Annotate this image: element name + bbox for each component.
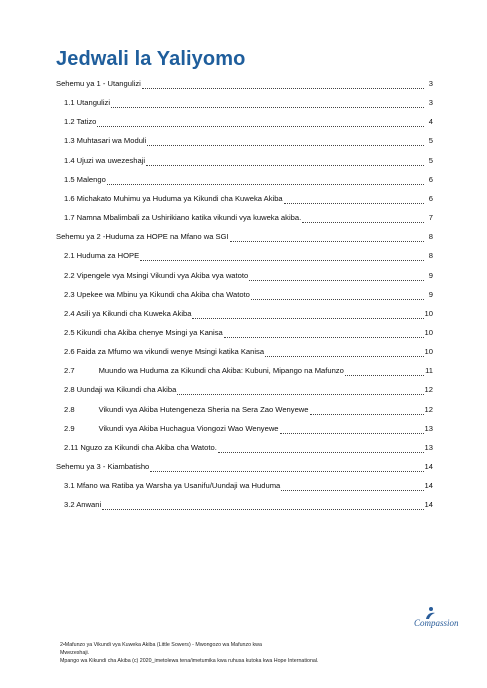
- toc-page-number: 4: [428, 117, 433, 127]
- toc-entry-number: 2.8: [64, 404, 75, 414]
- toc-entry-title: 2.6 Faida za Mfumo wa vikundi wenye Msingi katika Kanisa: [64, 347, 265, 357]
- toc-entry-title: Sehemu ya 2 -Huduma za HOPE na Mfano wa SGI: [56, 232, 229, 242]
- toc-title: Jedwali la Yaliyomo: [56, 48, 246, 70]
- toc-subsection-entry[interactable]: [64, 405, 433, 415]
- toc-dot-leader: [146, 158, 424, 166]
- toc-page-number: 6: [428, 174, 433, 184]
- toc-entry-title: 2.4 Asili ya Kikundi cha Kuweka Akiba: [64, 308, 192, 318]
- toc-dot-leader: [230, 234, 424, 242]
- toc-section-entry[interactable]: [56, 232, 433, 242]
- toc-entry-title: 2.2 Vipengele vya Msingi Vikundi vya Akiba vya watoto: [64, 270, 249, 280]
- toc-entry-title: 2.5 Kikundi cha Akiba chenye Msingi ya Kanisa: [64, 327, 223, 337]
- toc-dot-leader: [218, 445, 424, 453]
- toc-entry-title: Sehemu ya 3 - Kiambatisho: [56, 462, 150, 471]
- toc-subsection-entry[interactable]: [64, 98, 433, 108]
- page-footer: [60, 641, 440, 665]
- toc-dot-leader: [192, 311, 423, 319]
- toc-page-number: 5: [428, 136, 433, 146]
- toc-section-entry[interactable]: [56, 462, 433, 472]
- toc-subsection-entry[interactable]: [64, 385, 433, 395]
- toc-page-number: 14: [424, 462, 433, 471]
- toc-page-number: 10: [424, 327, 433, 337]
- toc-entry-text: Vikundi vya Akiba Hutengeneza Sheria na Sera Zao Wenyewe: [98, 404, 309, 414]
- toc-entry-text: Vikundi vya Akiba Huchagua Viongozi Wao Wenyewe: [98, 423, 279, 433]
- toc-dot-leader: [177, 387, 423, 395]
- toc-page-number: 7: [428, 213, 433, 223]
- toc-page-number: 9: [428, 270, 433, 280]
- toc-subsection-entry[interactable]: [64, 424, 433, 434]
- toc-dot-leader: [107, 177, 424, 185]
- toc-page-number: 8: [428, 251, 433, 261]
- toc-subsection-entry[interactable]: [64, 117, 433, 127]
- toc-entry-title: 2.3 Upekee wa Mbinu ya Kikundi cha Akiba cha Watoto: [64, 289, 250, 299]
- toc-entry-title: 1.5 Malengo: [64, 174, 106, 184]
- compassion-logo-text: Compassion: [414, 618, 459, 628]
- toc-page-number: 12: [424, 385, 433, 395]
- toc-entry-title: 1.6 Michakato Muhimu ya Huduma ya Kikundi cha Kuweka Akiba: [64, 193, 283, 203]
- toc-subsection-entry[interactable]: [64, 347, 433, 357]
- toc-subsection-entry[interactable]: [64, 328, 433, 338]
- toc-subsection-entry[interactable]: [64, 366, 433, 376]
- toc-entry-title: [64, 424, 279, 434]
- toc-dot-leader: [281, 483, 423, 491]
- toc-entry-title: [64, 366, 344, 376]
- footer-line: Mwezeshaji.: [60, 650, 90, 656]
- toc-page-number: 13: [424, 423, 433, 433]
- toc-subsection-entry[interactable]: [64, 136, 433, 146]
- toc-entry-title: [64, 405, 309, 415]
- toc-page-number: 6: [428, 193, 433, 203]
- toc-subsection-entry[interactable]: [64, 500, 433, 510]
- toc-entry-title: 3.2 Anwani: [64, 500, 102, 510]
- toc-subsection-entry[interactable]: [64, 213, 433, 223]
- toc-subsection-entry[interactable]: [64, 175, 433, 185]
- toc-page-number: 11: [425, 366, 433, 376]
- toc-subsection-entry[interactable]: [64, 271, 433, 281]
- toc-dot-leader: [310, 407, 424, 415]
- toc-page-number: 13: [424, 442, 433, 452]
- toc-entry-title: 1.7 Namna Mbalimbali za Ushirikiano katika vikundi vya kuweka akiba.: [64, 213, 302, 223]
- toc-subsection-entry[interactable]: [64, 290, 433, 300]
- toc-page-number: 10: [424, 308, 433, 318]
- toc-dot-leader: [147, 138, 424, 146]
- toc-page-number: 14: [424, 481, 433, 491]
- toc-subsection-entry[interactable]: [64, 251, 433, 261]
- toc-dot-leader: [102, 502, 423, 510]
- footer-line: 2•Mafunzo ya Vikundi vya Kuweka Akiba (Little Sowers) - Mwongozo wa Mafunzo kwa: [60, 642, 262, 648]
- toc-entry-title: Sehemu ya 1 - Utangulizi: [56, 79, 141, 88]
- toc-entry-number: 2.7: [64, 366, 75, 376]
- toc-dot-leader: [284, 196, 424, 204]
- toc-entry-title: 1.1 Utangulizi: [64, 98, 111, 108]
- toc-page-number: 14: [424, 500, 433, 510]
- toc-dot-leader: [111, 100, 424, 108]
- toc-entry-text: Muundo wa Huduma za Kikundi cha Akiba: Kubuni, Mipango na Mafunzo: [98, 366, 344, 376]
- toc-dot-leader: [265, 349, 423, 357]
- toc-dot-leader: [251, 292, 424, 300]
- toc-page-number: 5: [428, 155, 433, 165]
- toc-entry-title: 1.2 Tatizo: [64, 117, 97, 127]
- toc-dot-leader: [280, 426, 424, 434]
- toc-page-number: 12: [424, 404, 433, 414]
- toc-dot-leader: [345, 368, 424, 376]
- toc-entry-title: 1.4 Ujuzi wa uwezeshaji: [64, 155, 146, 165]
- toc-entry-title: 1.3 Muhtasari wa Moduli: [64, 136, 147, 146]
- toc-dot-leader: [249, 273, 424, 281]
- toc-page-number: 10: [424, 347, 433, 357]
- toc-dot-leader: [150, 464, 423, 472]
- toc-section-entry[interactable]: [56, 79, 433, 89]
- toc-page-number: 8: [428, 232, 433, 242]
- toc-subsection-entry[interactable]: [64, 481, 433, 491]
- toc-entry-title: 2.1 Huduma za HOPE: [64, 251, 140, 261]
- toc-entry-number: 2.9: [64, 423, 75, 433]
- toc-page-number: 3: [428, 79, 433, 88]
- toc-dot-leader: [224, 330, 424, 338]
- toc-subsection-entry[interactable]: [64, 443, 433, 453]
- toc-dot-leader: [97, 119, 424, 127]
- toc-subsection-entry[interactable]: [64, 309, 433, 319]
- toc-subsection-entry[interactable]: [64, 194, 433, 204]
- toc-entry-title: 2.11 Nguzo za Kikundi cha Akiba cha Watoto.: [64, 442, 217, 452]
- toc-page-number: 9: [428, 289, 433, 299]
- toc-subsection-entry[interactable]: [64, 156, 433, 166]
- toc-page-number: 3: [428, 98, 433, 108]
- footer-line: Mpango wa Kikundi cha Akiba (c) 2020_imetolewa tena/imetumika kwa ruhusa kutoka kwa Hope International.: [60, 658, 319, 664]
- toc-dot-leader: [142, 81, 424, 89]
- toc-entry-title: 2.8 Uundaji wa Kikundi cha Akiba: [64, 385, 177, 395]
- toc-dot-leader: [302, 215, 424, 223]
- toc-entry-title: 3.1 Mfano wa Ratiba ya Warsha ya Usanifu/Uundaji wa Huduma: [64, 481, 281, 491]
- toc-dot-leader: [140, 253, 424, 261]
